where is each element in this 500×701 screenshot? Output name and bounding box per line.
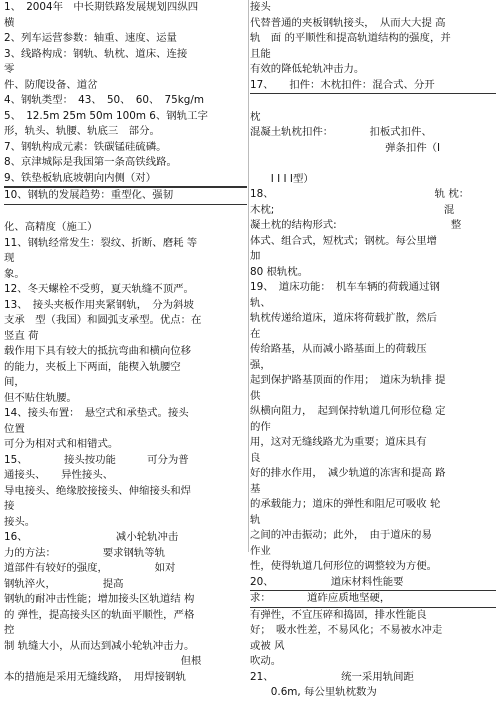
- text-line: 加: [250, 250, 261, 262]
- text-line: 1、 2004年 中长期铁路发展规划四纵四: [4, 1, 199, 13]
- text-line: 或被 风: [250, 639, 285, 652]
- text-line: 14、接头布置： 悬空式和承垫式。接头: [4, 407, 189, 419]
- text-line: 好； 吸水性差，不易风化；不易被水冲走: [250, 624, 443, 636]
- text-line: 化、高精度（施工）: [4, 221, 98, 233]
- text-line: 良: [250, 451, 261, 464]
- text-line: 有弹性，不宜压碎和捣固，排水性能良: [250, 608, 427, 621]
- text-line: [250, 94, 496, 110]
- text-line: 用，这对无缝线路尤为重要；道床具有: [250, 436, 427, 448]
- text-line: 7、钢轨构成元素：铁碳锰硅硫磷。: [4, 140, 167, 153]
- text-line: 轨 面 的平顺性和提高轨道结构的强度，并: [250, 32, 451, 44]
- text-line: 载作用下具有较大的抵抗弯曲和横向位移: [4, 345, 192, 357]
- left-text-column: [4, 0, 247, 685]
- text-line: 竖直 荷: [4, 329, 39, 342]
- text-line: 18、 轨 枕：: [250, 188, 470, 200]
- text-line: 21、 统一采用轨间距: [250, 670, 414, 683]
- text-line: 横: [4, 16, 15, 29]
- text-line: 8、京津城际是我国第一条高铁线路。: [4, 156, 177, 168]
- text-line: 基: [250, 482, 261, 495]
- text-line: 轨枕传递给道床，道床将荷载扩散，然后: [250, 312, 438, 324]
- text-line: 导电接头、绝缘胶接接头、伸缩接头和焊: [4, 484, 192, 497]
- text-line: 位置: [4, 422, 25, 435]
- text-line: 枕: [250, 110, 261, 123]
- text-line: [250, 156, 496, 172]
- text-line: 4、钢轨类型： 43、 50、 60、 75kg/m: [4, 94, 205, 106]
- text-line: 15、 接头按功能 可分为普: [4, 453, 189, 466]
- text-line: 5、 12.5m 25m 50m 100m 6、钢轨工字: [4, 109, 208, 122]
- text-line: 弹条扣件（Ⅰ: [250, 141, 441, 154]
- text-line: 9、铁垫板轨底坡朝向内侧（对）: [4, 171, 247, 188]
- text-line: 凝土枕的结构形式: 整: [250, 219, 462, 231]
- column-divider: [248, 0, 249, 552]
- text-line: 但不贴住轨腰。: [4, 391, 77, 404]
- text-line: 好的排水作用， 减少轨道的冻害和提高 路: [250, 467, 446, 479]
- text-line: 木枕; 混: [250, 203, 455, 216]
- text-line: 的作: [250, 420, 271, 433]
- text-line: 混凝土轨枕扣件： 扣板式扣件、: [250, 126, 432, 138]
- text-line: 体式、组合式，短枕式；钢枕。每公里增: [250, 234, 438, 247]
- text-line: 本的措施是采用无缝线路， 用焊接钢轨: [4, 670, 186, 683]
- text-line: 性，使得轨道几何形位的调整较为方便。: [250, 560, 438, 572]
- text-line: 接头。: [4, 515, 36, 528]
- text-line: [4, 205, 247, 221]
- text-line: 起到保护路基顶面的作用； 道床为轨排 提: [250, 374, 446, 386]
- text-line: 纵横向阻力， 起到保持轨道几何形位稳 定: [250, 405, 446, 417]
- text-line: 轨、: [250, 296, 271, 309]
- text-line: 但根: [4, 655, 202, 667]
- text-line: 的能力，夹板上下两面，能楔入轨腰空: [4, 360, 181, 373]
- text-line: 制 轨缝大小，从而达到减小轮轨冲击力。: [4, 639, 195, 652]
- text-line: 在: [250, 327, 261, 340]
- text-line: 的承载能力；道床的弹性和阻尼可吸收 轮: [250, 498, 441, 510]
- text-line: 钢轨的耐冲击性能；增加接头区轨道结 构: [4, 593, 195, 605]
- text-line: 的 弹性，提高接头区的轨面平顺性，严格: [4, 608, 195, 621]
- text-line: 有效的降低轮轨冲击力。: [250, 63, 365, 75]
- text-line: 接: [4, 500, 15, 512]
- text-line: 强，: [250, 358, 271, 371]
- text-line: 可分为相对式和相错式。: [4, 438, 119, 450]
- text-line: 作业: [250, 544, 271, 557]
- text-line: 道部件有较好的强度， 如对: [4, 562, 176, 574]
- text-line: 吹动。: [250, 655, 282, 667]
- text-line: 0.6m, 每公里轨枕数为: [250, 686, 377, 698]
- text-line: Ⅰ Ⅰ Ⅰ Ⅰ型）: [250, 172, 314, 185]
- text-line: 13、 接头夹板作用夹紧钢轨， 分为斜坡: [4, 298, 194, 311]
- text-line: 代替普通的夹板钢轨接头， 从而大大提 高: [250, 16, 446, 29]
- text-line: 件、防爬设备、道岔: [4, 78, 98, 91]
- text-line: 形，轨头、轨腰、轨底三 部分。: [4, 125, 160, 137]
- right-text-column: [250, 0, 496, 701]
- text-line: 力的方法： 要求钢轨等轨: [4, 546, 166, 559]
- text-line: 17、 扣件：木枕扣件：混合式、分开: [250, 78, 496, 95]
- text-line: 供: [250, 389, 261, 402]
- text-line: 求： 道砟应质地坚硬，: [250, 591, 496, 608]
- text-line: 通接头、 异性接头、: [4, 469, 114, 481]
- text-line: 象。: [4, 267, 25, 280]
- text-line: 现: [4, 252, 15, 264]
- text-line: 2、列车运营参数：轴重、速度、运量: [4, 32, 177, 44]
- text-line: 传给路基，从而减小路基面上的荷载压: [250, 343, 427, 355]
- text-line: 12、冬天螺栓不受剪，夏天轨缝不顶严。: [4, 283, 194, 295]
- text-line: 控: [4, 624, 15, 636]
- text-line: 接头: [250, 1, 271, 13]
- text-line: 支承 型（我国）和圆弧支承型。优点：在: [4, 314, 202, 326]
- text-line: 3、线路构成：钢轨、轨枕、道床、连接: [4, 47, 188, 60]
- text-line: 20、 道床材料性能要: [250, 575, 496, 592]
- text-line: 80 根轨枕。: [250, 265, 309, 278]
- text-line: 且能: [250, 47, 271, 60]
- text-line: 11、钢轨经常发生：裂纹、折断、磨耗 等: [4, 236, 198, 249]
- text-line: 10、钢轨的发展趋势：重型化、强韧: [4, 187, 247, 205]
- text-line: 间，: [4, 376, 25, 388]
- text-line: 19、 道床功能： 机车车辆的荷载通过钢: [250, 281, 440, 293]
- text-line: 零: [4, 63, 15, 75]
- text-line: 轨: [250, 513, 261, 526]
- text-line: 之间的冲击振动；此外， 由于道床的易: [250, 529, 432, 541]
- text-line: 16、 减小轮轨冲击: [4, 531, 179, 543]
- text-line: 钢轨淬火， 提高: [4, 577, 124, 590]
